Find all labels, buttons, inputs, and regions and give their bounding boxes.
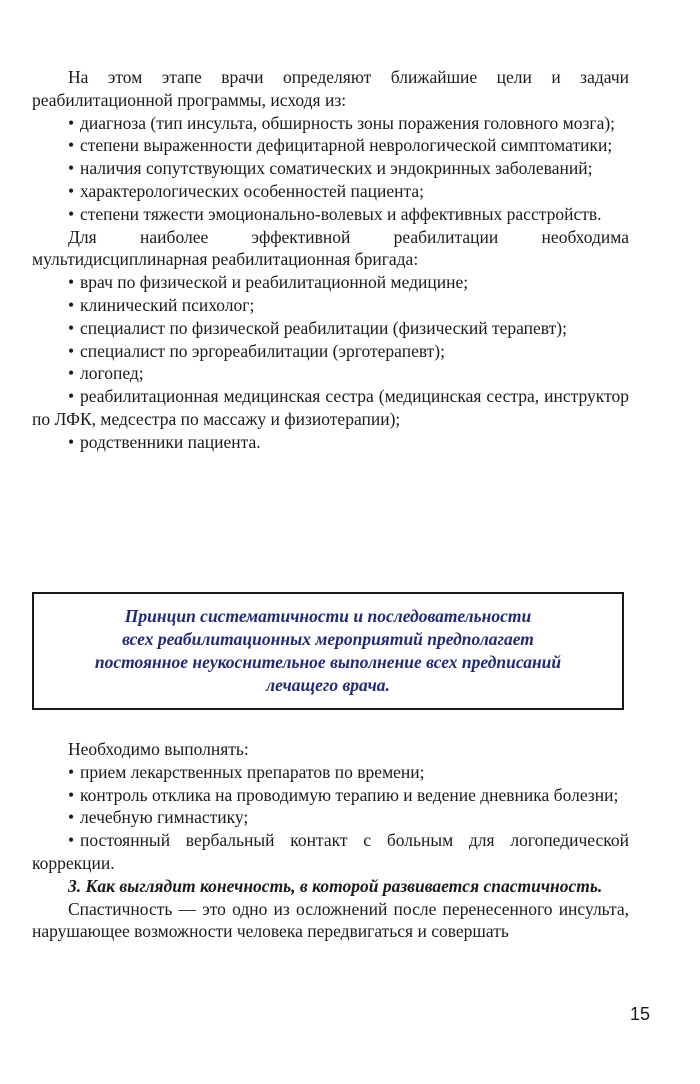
list-item [32,180,629,203]
list-item-text: диагноза (тип инсульта, обширность зоны поражения головного мозга); [80,112,616,133]
list-item [32,157,629,180]
bullet-icon: • [68,830,75,851]
callout-line: всех реабилитационных мероприятий предполагает [122,629,534,649]
list-item-text: логопед; [80,363,144,384]
list-item-text: степени тяжести эмоционально-волевых и аффективных расстройств. [80,203,602,224]
list-item [32,784,629,807]
list-item [32,317,629,340]
list-item-text: прием лекарственных препаратов по времени; [80,761,425,782]
bullet-icon: • [68,784,75,805]
list-item-text: контроль отклика на проводимую терапию и ведение дневника болезни; [80,784,619,805]
list-item [32,806,629,829]
bullet-icon: • [68,272,75,293]
list-item-text: степени выраженности дефицитарной неврологической симптоматики; [80,135,613,156]
list-item [32,134,629,157]
bullet-icon: • [68,158,75,179]
list-item-text: постоянный вербальный контакт с больным для логопедической коррекции. [32,830,629,873]
list-item-text: характерологических особенностей пациента; [80,180,425,201]
bullet-icon: • [68,761,75,782]
list-item [32,340,629,363]
callout-line: лечащего врача. [266,675,390,695]
list-item [32,385,629,431]
list-item-text: клинический психолог; [80,294,255,315]
bullet-icon: • [68,203,75,224]
list-item-text: наличия сопутствующих соматических и эндокринных заболеваний; [80,158,593,179]
list-item-text: специалист по физической реабилитации (физический терапевт); [80,317,567,338]
bullet-icon: • [68,340,75,361]
bullet-icon: • [68,431,75,452]
section-required-actions [32,738,629,943]
question-heading: 3. Как выглядит конечность, в которой развивается спастичность. [68,875,603,896]
bullet-icon: • [68,180,75,201]
list-item [32,203,629,226]
bullet-icon: • [68,294,75,315]
list-item [32,829,629,875]
callout-line: Принцип систематичности и последовательности [124,606,532,626]
bullet-icon: • [68,807,75,828]
list-item [32,761,629,784]
list-item-text: реабилитационная медицинская сестра (медицинская сестра, инструктор по ЛФК, медсестра по массажу и физиотерапии); [32,386,629,429]
list-item-text: лечебную гимнастику; [80,807,249,828]
list-item [32,112,629,135]
paragraph-required-intro: Необходимо выполнять: [68,739,249,759]
page-number: 15 [630,1004,651,1024]
bullet-icon: • [68,386,75,407]
bullet-icon: • [68,135,75,156]
bullet-icon: • [68,363,75,384]
paragraph-rehab-goals-intro: На этом этапе врачи определяют ближайшие цели и задачи реабилитационной программы, исходя из: [32,67,629,110]
paragraph-team-intro: Для наиболее эффективной реабилитации необходима мультидисциплинарная реабилитационная бригада: [32,226,629,270]
list-item [32,271,629,294]
list-item [32,431,629,454]
section-rehab-goals [32,66,629,454]
list-item [32,362,629,385]
bullet-icon: • [68,112,75,133]
list-item [32,294,629,317]
bullet-icon: • [68,317,75,338]
list-item-text: специалист по эргореабилитации (эрготерапевт); [80,340,445,361]
list-item-text: родственники пациента. [80,431,261,452]
callout-line: постоянное неукоснительное выполнение всех предписаний [94,652,562,672]
list-item-text: врач по физической и реабилитационной медицине; [80,272,469,293]
paragraph-spasticity: Спастичность — это одно из осложнений после перенесенного инсульта, нарушающее возможности человека передвигаться и совершать [32,898,629,942]
principle-callout-box [32,592,624,710]
